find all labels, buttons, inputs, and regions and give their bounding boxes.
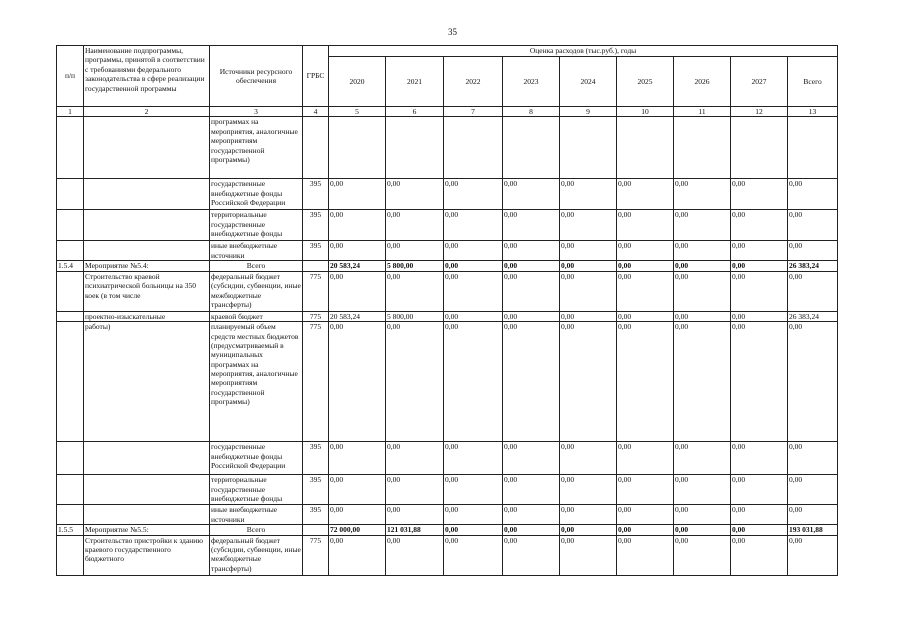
column-number: 1 — [57, 107, 84, 117]
row-name — [84, 442, 210, 475]
row-value: 0,00 — [503, 179, 560, 210]
row-source: программах на мероприятия, аналогичные мероприятиям государственной программы) — [210, 117, 303, 179]
row-grbs: 775 — [303, 311, 329, 321]
column-number: 9 — [560, 107, 617, 117]
row-value: 0,00 — [674, 322, 731, 442]
column-number: 6 — [386, 107, 444, 117]
row-value: 0,00 — [503, 210, 560, 241]
row-value — [617, 117, 674, 179]
row-value: 0,00 — [503, 475, 560, 505]
row-number — [57, 271, 84, 311]
row-value: 0,00 — [560, 261, 617, 271]
row-value: 0,00 — [503, 505, 560, 525]
row-value: 0,00 — [329, 322, 386, 442]
row-value: 0,00 — [731, 210, 788, 241]
row-value: 0,00 — [444, 261, 503, 271]
row-value: 0,00 — [674, 505, 731, 525]
row-value: 0,00 — [674, 271, 731, 311]
row-number — [57, 322, 84, 442]
row-name — [84, 241, 210, 261]
row-value: 0,00 — [503, 525, 560, 535]
row-source: федеральный бюджет (субсидии, субвенции, иные межбюджетные трансферты) — [210, 271, 303, 311]
row-source: территориальные государственные внебюджетные фонды — [210, 210, 303, 241]
row-value: 0,00 — [444, 442, 503, 475]
row-value: 0,00 — [731, 311, 788, 321]
row-value: 0,00 — [731, 322, 788, 442]
row-value: 0,00 — [674, 475, 731, 505]
row-number — [57, 241, 84, 261]
table-row — [57, 322, 838, 442]
row-value: 0,00 — [444, 271, 503, 311]
header-year: 2027 — [731, 57, 788, 107]
row-grbs: 395 — [303, 442, 329, 475]
row-value: 0,00 — [444, 311, 503, 321]
row-value: 0,00 — [560, 311, 617, 321]
row-value: 5 800,00 — [386, 261, 444, 271]
row-source: Всего — [210, 525, 303, 535]
row-value — [731, 117, 788, 179]
row-value: 0,00 — [444, 505, 503, 525]
row-value: 0,00 — [329, 179, 386, 210]
column-number: 4 — [303, 107, 329, 117]
row-value: 0,00 — [329, 442, 386, 475]
row-number — [57, 311, 84, 321]
row-value: 0,00 — [444, 322, 503, 442]
column-number: 11 — [674, 107, 731, 117]
row-value: 20 583,24 — [329, 261, 386, 271]
table-row — [57, 179, 838, 210]
row-value: 0,00 — [617, 322, 674, 442]
row-value: 0,00 — [731, 475, 788, 505]
row-value — [329, 117, 386, 179]
row-grbs: 775 — [303, 322, 329, 442]
column-number: 5 — [329, 107, 386, 117]
row-name: работы) — [84, 322, 210, 442]
row-value: 0,00 — [386, 442, 444, 475]
row-value: 0,00 — [617, 505, 674, 525]
table-row — [57, 475, 838, 505]
row-value: 0,00 — [617, 271, 674, 311]
row-number — [57, 179, 84, 210]
row-name — [84, 117, 210, 179]
row-source: иные внебюджетные источники — [210, 505, 303, 525]
row-value: 0,00 — [674, 241, 731, 261]
row-value: 0,00 — [503, 311, 560, 321]
row-value: 26 383,24 — [788, 261, 838, 271]
row-value: 0,00 — [617, 535, 674, 575]
table-body — [57, 117, 838, 575]
row-value: 0,00 — [444, 525, 503, 535]
row-value: 0,00 — [617, 475, 674, 505]
table-row — [57, 210, 838, 241]
row-value: 0,00 — [617, 179, 674, 210]
row-value: 0,00 — [617, 525, 674, 535]
table-row — [57, 525, 838, 535]
row-value: 0,00 — [674, 179, 731, 210]
table-row — [57, 117, 838, 179]
row-value: 0,00 — [731, 535, 788, 575]
row-grbs: 775 — [303, 271, 329, 311]
row-value: 0,00 — [444, 241, 503, 261]
row-value: 0,00 — [560, 210, 617, 241]
row-value: 0,00 — [731, 525, 788, 535]
row-value: 0,00 — [329, 241, 386, 261]
row-value — [503, 117, 560, 179]
row-source: федеральный бюджет (субсидии, субвенции, иные межбюджетные трансферты) — [210, 535, 303, 575]
row-value: 0,00 — [386, 535, 444, 575]
row-value: 0,00 — [674, 261, 731, 271]
table-row — [57, 311, 838, 321]
row-name — [84, 179, 210, 210]
row-value: 0,00 — [560, 525, 617, 535]
column-number: 10 — [617, 107, 674, 117]
table-row — [57, 241, 838, 261]
column-number: 13 — [788, 107, 838, 117]
row-value: 0,00 — [329, 271, 386, 311]
row-value: 0,00 — [560, 505, 617, 525]
row-value: 0,00 — [560, 179, 617, 210]
header-year: Всего — [788, 57, 838, 107]
row-value: 0,00 — [674, 311, 731, 321]
column-number: 7 — [444, 107, 503, 117]
row-value: 0,00 — [617, 442, 674, 475]
row-value: 0,00 — [788, 535, 838, 575]
row-value: 0,00 — [329, 505, 386, 525]
row-value: 0,00 — [788, 210, 838, 241]
column-number: 12 — [731, 107, 788, 117]
row-value: 0,00 — [560, 322, 617, 442]
header-estimate: Оценка расходов (тыс.руб.), годы — [329, 46, 838, 57]
row-grbs: 395 — [303, 475, 329, 505]
row-value: 0,00 — [560, 241, 617, 261]
row-grbs: 395 — [303, 241, 329, 261]
row-value — [386, 117, 444, 179]
row-number — [57, 442, 84, 475]
row-value — [444, 117, 503, 179]
header-year: 2024 — [560, 57, 617, 107]
row-value: 0,00 — [444, 179, 503, 210]
row-value: 0,00 — [731, 442, 788, 475]
row-source: государственные внебюджетные фонды Российской Федерации — [210, 179, 303, 210]
row-value: 0,00 — [386, 322, 444, 442]
header-year: 2023 — [503, 57, 560, 107]
row-value: 0,00 — [788, 271, 838, 311]
row-value: 0,00 — [444, 535, 503, 575]
row-name: проектно-изыскательные — [84, 311, 210, 321]
header-source: Источники ресурсного обеспечения — [210, 46, 303, 107]
row-value: 0,00 — [503, 442, 560, 475]
row-source: Всего — [210, 261, 303, 271]
row-value: 0,00 — [503, 322, 560, 442]
header-year: 2026 — [674, 57, 731, 107]
table-row — [57, 442, 838, 475]
header-year: 2025 — [617, 57, 674, 107]
table-row — [57, 535, 838, 575]
row-value: 0,00 — [503, 271, 560, 311]
row-value: 0,00 — [444, 475, 503, 505]
header-grbs: ГРБС — [303, 46, 329, 107]
row-value: 0,00 — [503, 261, 560, 271]
row-value: 121 031,88 — [386, 525, 444, 535]
row-value: 0,00 — [386, 475, 444, 505]
row-number — [57, 535, 84, 575]
row-grbs — [303, 525, 329, 535]
row-value: 0,00 — [788, 322, 838, 442]
row-grbs — [303, 261, 329, 271]
row-name: Мероприятие №5.5: — [84, 525, 210, 535]
row-number: 1.5.5 — [57, 525, 84, 535]
page-number: 35 — [448, 27, 457, 37]
row-value: 0,00 — [674, 525, 731, 535]
row-grbs: 395 — [303, 179, 329, 210]
row-value: 0,00 — [386, 210, 444, 241]
row-value: 0,00 — [560, 475, 617, 505]
row-value: 0,00 — [560, 442, 617, 475]
row-number — [57, 117, 84, 179]
row-value: 20 583,24 — [329, 311, 386, 321]
row-value: 0,00 — [617, 210, 674, 241]
row-number: 1.5.4 — [57, 261, 84, 271]
row-value: 0,00 — [386, 505, 444, 525]
row-value: 0,00 — [386, 241, 444, 261]
row-value: 0,00 — [731, 261, 788, 271]
row-number — [57, 505, 84, 525]
column-number: 8 — [503, 107, 560, 117]
row-value: 0,00 — [788, 442, 838, 475]
row-value: 0,00 — [503, 535, 560, 575]
row-value: 0,00 — [788, 505, 838, 525]
row-source: территориальные государственные внебюджетные фонды — [210, 475, 303, 505]
row-value: 0,00 — [503, 241, 560, 261]
row-name: Мероприятие №5.4: — [84, 261, 210, 271]
row-value: 0,00 — [617, 311, 674, 321]
row-name — [84, 475, 210, 505]
row-value: 0,00 — [560, 535, 617, 575]
row-value: 72 000,00 — [329, 525, 386, 535]
row-value: 0,00 — [674, 535, 731, 575]
table-row — [57, 261, 838, 271]
row-value: 0,00 — [674, 210, 731, 241]
row-value: 0,00 — [617, 261, 674, 271]
row-value: 0,00 — [788, 179, 838, 210]
row-grbs: 395 — [303, 505, 329, 525]
row-value: 0,00 — [444, 210, 503, 241]
row-value: 0,00 — [788, 475, 838, 505]
row-value: 0,00 — [386, 271, 444, 311]
budget-table — [56, 45, 838, 576]
row-value: 0,00 — [731, 505, 788, 525]
row-source: краевой бюджет — [210, 311, 303, 321]
row-value: 26 383,24 — [788, 311, 838, 321]
table-header — [57, 46, 838, 117]
row-value: 193 031,88 — [788, 525, 838, 535]
row-grbs — [303, 117, 329, 179]
row-value — [674, 117, 731, 179]
row-value: 0,00 — [329, 475, 386, 505]
header-name: Наименование подпрограммы, программы, принятой в соответствии с требованиями федерального законодательства в сфере реализации государственной программы — [84, 46, 210, 107]
column-number: 2 — [84, 107, 210, 117]
header-year: 2021 — [386, 57, 444, 107]
table-row — [57, 505, 838, 525]
row-value: 0,00 — [329, 210, 386, 241]
row-value: 0,00 — [617, 241, 674, 261]
row-grbs: 775 — [303, 535, 329, 575]
row-value: 0,00 — [386, 179, 444, 210]
header-year: 2020 — [329, 57, 386, 107]
row-name — [84, 210, 210, 241]
row-grbs: 395 — [303, 210, 329, 241]
row-name: Строительство краевой психиатрической больницы на 350 коек (в том числе — [84, 271, 210, 311]
header-no: п/п — [57, 46, 84, 107]
row-value: 0,00 — [674, 442, 731, 475]
row-value: 0,00 — [731, 271, 788, 311]
row-source: планируемый объем средств местных бюджетов (предусматриваемый в муниципальных программах на мероприятия, аналогичные мероприятиям государственной программы) — [210, 322, 303, 442]
row-source: государственные внебюджетные фонды Российской Федерации — [210, 442, 303, 475]
row-value — [788, 117, 838, 179]
row-value: 0,00 — [788, 241, 838, 261]
row-name — [84, 505, 210, 525]
row-value: 0,00 — [731, 179, 788, 210]
row-value — [560, 117, 617, 179]
column-number: 3 — [210, 107, 303, 117]
row-name: Строительство пристройки к зданию краевого государственного бюджетного — [84, 535, 210, 575]
row-value: 0,00 — [731, 241, 788, 261]
row-source: иные внебюджетные источники — [210, 241, 303, 261]
row-value: 0,00 — [560, 271, 617, 311]
row-value: 0,00 — [329, 535, 386, 575]
row-value: 5 800,00 — [386, 311, 444, 321]
row-number — [57, 475, 84, 505]
header-year: 2022 — [444, 57, 503, 107]
table-row — [57, 271, 838, 311]
row-number — [57, 210, 84, 241]
